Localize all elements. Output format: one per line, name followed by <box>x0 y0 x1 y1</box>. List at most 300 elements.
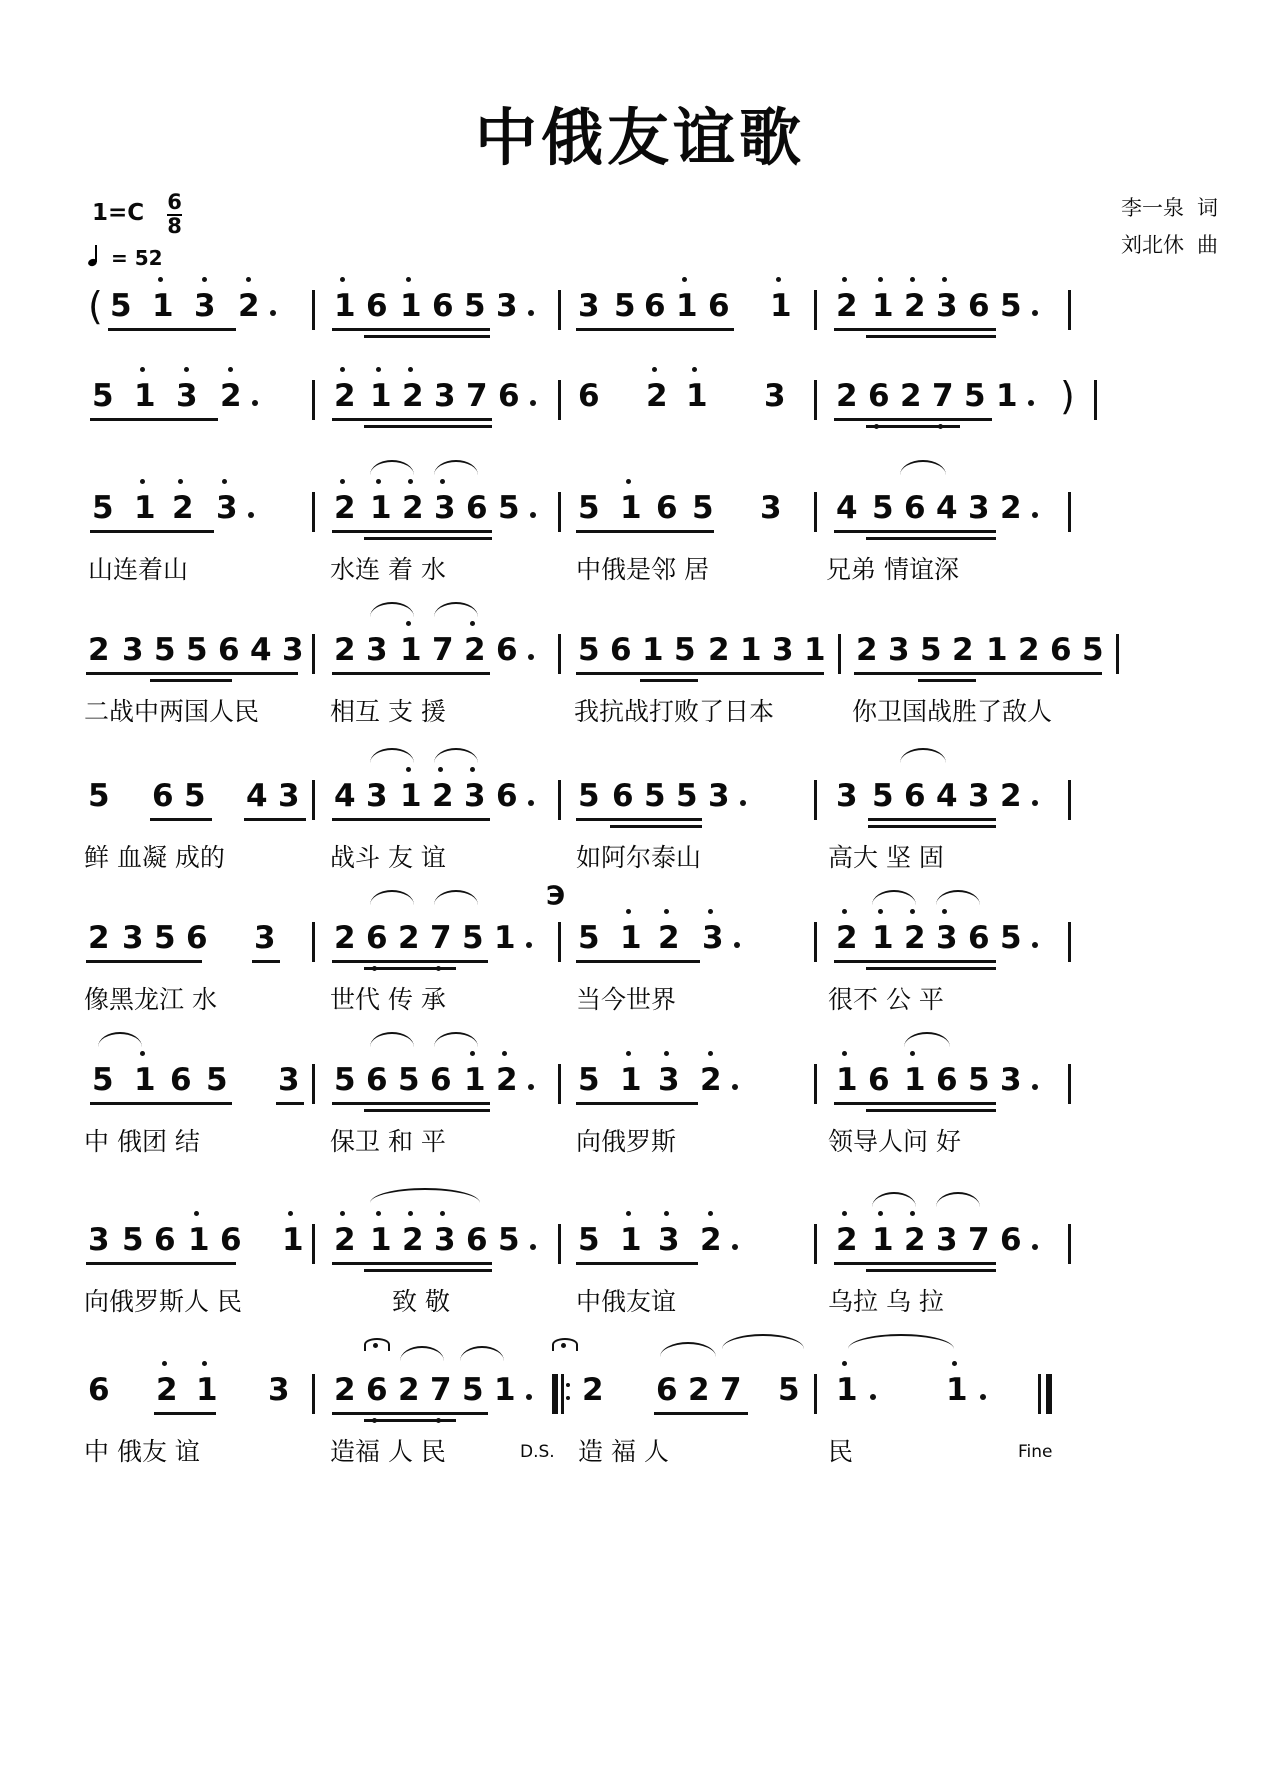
note: 6 <box>936 1062 958 1098</box>
note: 3 <box>366 632 388 668</box>
note: 6 <box>610 632 632 668</box>
octave-dot-up <box>340 479 345 484</box>
lyrics-row <box>0 1282 1280 1322</box>
note: 5 <box>110 288 132 324</box>
beam <box>332 1262 492 1265</box>
note: 1 <box>986 632 1008 668</box>
barline <box>1068 290 1071 330</box>
barline <box>814 1374 817 1414</box>
note: 6 <box>186 920 208 956</box>
duration-dot <box>1032 310 1038 316</box>
note: 3 <box>366 778 388 814</box>
note: 5 <box>872 490 894 526</box>
lyricist-name: 李一泉 <box>1121 196 1184 220</box>
notation-row <box>0 1372 1280 1424</box>
lyrics-row <box>0 980 1280 1020</box>
note: 5 <box>88 778 110 814</box>
octave-dot-up <box>470 621 475 626</box>
note: 1 <box>494 1372 516 1408</box>
note: 1 <box>196 1372 218 1408</box>
note: 1 <box>836 1372 858 1408</box>
lyric-syllable: 向俄罗斯 <box>576 1127 677 1156</box>
octave-dot-up <box>878 909 883 914</box>
lyric-syllable: 鲜 血凝 成的 <box>84 843 225 872</box>
note: 6 <box>578 378 600 414</box>
note: 2 <box>688 1372 710 1408</box>
note: 2 <box>646 378 668 414</box>
octave-dot-up <box>340 367 345 372</box>
octave-dot-up <box>878 1211 883 1216</box>
beam <box>654 1412 748 1415</box>
duration-dot <box>1032 1084 1038 1090</box>
duration-dot <box>732 1084 738 1090</box>
note: 3 <box>278 1062 300 1098</box>
slur <box>434 890 478 905</box>
note: 3 <box>702 920 724 956</box>
note: 2 <box>334 1372 356 1408</box>
octave-dot-up <box>842 1361 847 1366</box>
duration-dot <box>1032 942 1038 948</box>
octave-dot-up <box>408 479 413 484</box>
slur <box>660 1342 716 1357</box>
note: 3 <box>496 288 518 324</box>
note: 1 <box>740 632 762 668</box>
lyric-syllable: 致 敬 <box>392 1287 450 1316</box>
lyric-syllable: 相互 支 援 <box>330 697 446 726</box>
barline <box>814 1064 817 1104</box>
octave-dot-up <box>438 767 443 772</box>
composer-name: 刘北休 <box>1121 232 1184 257</box>
octave-dot-up <box>942 909 947 914</box>
beam <box>866 425 960 428</box>
beam <box>332 530 492 533</box>
beam <box>332 672 490 675</box>
note: 1 <box>370 378 392 414</box>
note: 3 <box>936 1222 958 1258</box>
octave-dot-up <box>246 277 251 282</box>
note: 1 <box>334 288 356 324</box>
note: 6 <box>218 632 240 668</box>
beam <box>332 960 488 963</box>
note: 7 <box>932 378 954 414</box>
note: 2 <box>904 920 926 956</box>
note: 1 <box>464 1062 486 1098</box>
barline <box>814 922 817 962</box>
note: 3 <box>658 1062 680 1098</box>
note: 6 <box>366 1372 388 1408</box>
octave-dot-up <box>842 909 847 914</box>
octave-dot-up <box>140 479 145 484</box>
beam <box>108 328 236 331</box>
octave-dot-up <box>406 277 411 282</box>
note: 1 <box>620 1222 642 1258</box>
note: 3 <box>254 920 276 956</box>
note: 5 <box>964 378 986 414</box>
slur <box>434 460 478 475</box>
slur <box>904 1032 950 1047</box>
beam <box>86 672 298 675</box>
note: 1 <box>134 378 156 414</box>
slur <box>872 1192 916 1207</box>
note: 2 <box>398 920 420 956</box>
octave-dot-up <box>162 1361 167 1366</box>
note: 2 <box>334 1222 356 1258</box>
barline <box>1068 922 1071 962</box>
duration-dot <box>530 512 536 518</box>
meter-denominator: 8 <box>167 213 182 238</box>
note: 6 <box>154 1222 176 1258</box>
staff-line-3 <box>0 490 1280 590</box>
note: 2 <box>904 1222 926 1258</box>
notation-row <box>0 632 1280 684</box>
beam <box>244 818 306 821</box>
note: 2 <box>172 490 194 526</box>
beam <box>866 1269 996 1272</box>
final-barline <box>1038 1374 1054 1414</box>
note: 1 <box>370 1222 392 1258</box>
note: 1 <box>946 1372 968 1408</box>
notation-row <box>0 284 1280 340</box>
fermata-icon <box>364 1334 386 1350</box>
note: 2 <box>464 632 486 668</box>
note: 2 <box>334 490 356 526</box>
octave-dot-up <box>664 909 669 914</box>
barline <box>1068 1064 1071 1104</box>
barline <box>558 634 561 674</box>
note: 2 <box>496 1062 518 1098</box>
duration-dot <box>528 1084 534 1090</box>
slur <box>400 1346 444 1361</box>
beam <box>364 967 456 970</box>
note: 1 <box>620 1062 642 1098</box>
note: 5 <box>778 1372 800 1408</box>
duration-dot <box>248 512 254 518</box>
barline <box>312 290 315 330</box>
duration-dot <box>528 310 534 316</box>
octave-dot-up <box>942 277 947 282</box>
note: 2 <box>88 632 110 668</box>
note: 7 <box>430 920 452 956</box>
note: 4 <box>936 778 958 814</box>
note: 3 <box>216 490 238 526</box>
octave-dot-up <box>842 1051 847 1056</box>
duration-dot <box>740 800 746 806</box>
lyricist-line <box>1121 190 1218 227</box>
note: 2 <box>582 1372 604 1408</box>
composer-role: 曲 <box>1197 232 1218 257</box>
note: 6 <box>220 1222 242 1258</box>
octave-dot-up <box>626 1051 631 1056</box>
note: 6 <box>466 490 488 526</box>
fine-mark: Fine <box>1018 1442 1053 1462</box>
note: 2 <box>1000 490 1022 526</box>
beam <box>252 960 280 963</box>
slur <box>434 748 478 763</box>
note: 5 <box>154 632 176 668</box>
note: 7 <box>720 1372 742 1408</box>
octave-dot-up <box>158 277 163 282</box>
beam <box>332 1412 488 1415</box>
note: 6 <box>1000 1222 1022 1258</box>
beam <box>154 1412 216 1415</box>
barline <box>1068 780 1071 820</box>
barline <box>312 1374 315 1414</box>
note: 2 <box>402 490 424 526</box>
note: 6 <box>170 1062 192 1098</box>
note: 3 <box>434 378 456 414</box>
barline <box>558 780 561 820</box>
note: 4 <box>250 632 272 668</box>
note: 5 <box>154 920 176 956</box>
beam <box>150 679 232 682</box>
note: 1 <box>152 288 174 324</box>
note: 3 <box>708 778 730 814</box>
octave-dot-up <box>140 367 145 372</box>
note: 5 <box>674 632 696 668</box>
note: 3 <box>194 288 216 324</box>
beam <box>866 335 996 338</box>
barline <box>814 780 817 820</box>
octave-dot-up <box>440 1211 445 1216</box>
octave-dot-up <box>910 909 915 914</box>
beam <box>332 418 492 421</box>
beam <box>364 335 490 338</box>
duration-dot <box>870 1394 876 1400</box>
octave-dot-up <box>878 277 883 282</box>
note: 3 <box>760 490 782 526</box>
note: 1 <box>400 632 422 668</box>
duration-dot <box>530 400 536 406</box>
lyric-syllable: 领导人问 好 <box>828 1127 961 1156</box>
note: 6 <box>466 1222 488 1258</box>
note: 5 <box>498 490 520 526</box>
duration-dot <box>528 800 534 806</box>
barline <box>814 380 817 420</box>
beam <box>576 1262 698 1265</box>
barline <box>558 1224 561 1264</box>
beam <box>918 679 976 682</box>
tempo-marking <box>88 246 163 270</box>
octave-dot-up <box>910 277 915 282</box>
composer-line <box>1121 227 1218 264</box>
lyric-syllable: 中俄友谊 <box>576 1287 677 1316</box>
note: 5 <box>578 490 600 526</box>
note: 2 <box>402 378 424 414</box>
slur <box>900 748 946 763</box>
note: 5 <box>920 632 942 668</box>
staff-line-4 <box>0 632 1280 732</box>
note: 4 <box>836 490 858 526</box>
octave-dot-up <box>406 621 411 626</box>
beam <box>150 818 212 821</box>
tempo-value: = 52 <box>110 246 163 270</box>
note: 5 <box>206 1062 228 1098</box>
note: 3 <box>888 632 910 668</box>
notation-row <box>0 1062 1280 1114</box>
staff-line-6 <box>0 878 1280 1020</box>
note: 1 <box>872 288 894 324</box>
slur <box>722 1334 804 1349</box>
note: 5 <box>398 1062 420 1098</box>
note: 3 <box>122 632 144 668</box>
note: 6 <box>366 920 388 956</box>
octave-dot-up <box>682 277 687 282</box>
slur <box>900 460 946 475</box>
beam <box>364 1269 492 1272</box>
note: 2 <box>900 378 922 414</box>
beam <box>90 1102 232 1105</box>
note: 1 <box>188 1222 210 1258</box>
notation-row <box>0 490 1280 542</box>
repeat-barline <box>552 1374 570 1414</box>
beam <box>332 1102 490 1105</box>
note: 2 <box>904 288 926 324</box>
quarter-note-icon <box>88 248 104 268</box>
beam <box>576 328 734 331</box>
note: 5 <box>92 1062 114 1098</box>
note: 7 <box>968 1222 990 1258</box>
barline <box>312 922 315 962</box>
beam <box>834 1102 996 1105</box>
lyrics-row <box>0 838 1280 878</box>
beam <box>576 960 700 963</box>
octave-dot-up <box>776 277 781 282</box>
octave-dot-up <box>652 367 657 372</box>
note: 3 <box>968 778 990 814</box>
note: 1 <box>134 1062 156 1098</box>
note: 7 <box>430 1372 452 1408</box>
note: 1 <box>872 920 894 956</box>
lyric-syllable: 乌拉 乌 拉 <box>828 1287 944 1316</box>
note: 1 <box>642 632 664 668</box>
note: 5 <box>186 632 208 668</box>
open-paren: ( <box>88 284 103 328</box>
note: 2 <box>836 288 858 324</box>
key-signature: 1=C <box>92 200 145 226</box>
note: 2 <box>836 378 858 414</box>
note: 2 <box>1000 778 1022 814</box>
octave-dot-up <box>470 1051 475 1056</box>
note: 1 <box>400 288 422 324</box>
slur <box>370 748 414 763</box>
barline <box>1068 492 1071 532</box>
beam <box>834 1262 996 1265</box>
note: 6 <box>496 778 518 814</box>
lyric-syllable: 中 俄团 结 <box>84 1127 200 1156</box>
slur <box>872 890 916 905</box>
octave-dot-up <box>376 1211 381 1216</box>
beam <box>276 1102 304 1105</box>
barline <box>558 492 561 532</box>
beam <box>868 825 996 828</box>
note: 6 <box>644 288 666 324</box>
octave-dot-up <box>140 1051 145 1056</box>
staff-line-2 <box>0 374 1280 430</box>
beam <box>86 960 202 963</box>
note: 1 <box>400 778 422 814</box>
barline <box>558 380 561 420</box>
lyric-syllable: 像黑龙江 水 <box>84 985 217 1014</box>
meter-numerator: 6 <box>167 190 182 214</box>
slur <box>370 460 414 475</box>
octave-dot-up <box>376 367 381 372</box>
note: 2 <box>334 378 356 414</box>
barline <box>838 634 841 674</box>
beam <box>854 672 1102 675</box>
lyric-syllable: 高大 坚 固 <box>828 843 944 872</box>
note: 5 <box>464 288 486 324</box>
note: 2 <box>1018 632 1040 668</box>
note: 2 <box>88 920 110 956</box>
note: 6 <box>656 1372 678 1408</box>
beam <box>576 530 714 533</box>
note: 6 <box>498 378 520 414</box>
beam <box>86 1262 236 1265</box>
duration-dot <box>1032 512 1038 518</box>
note: 3 <box>122 920 144 956</box>
fermata-icon <box>552 1334 574 1350</box>
note: 5 <box>578 632 600 668</box>
duration-dot <box>252 400 258 406</box>
beam <box>364 1419 456 1422</box>
barline <box>1068 1224 1071 1264</box>
page-title: 中俄友谊歌 <box>474 101 805 174</box>
lyric-syllable: 造福 人 民 <box>330 1437 446 1466</box>
barline <box>814 492 817 532</box>
barline <box>558 1064 561 1104</box>
barline <box>312 780 315 820</box>
lyric-syllable: 保卫 和 平 <box>330 1127 446 1156</box>
note: 5 <box>122 1222 144 1258</box>
note: 2 <box>836 1222 858 1258</box>
note: 2 <box>856 632 878 668</box>
note: 1 <box>770 288 792 324</box>
octave-dot-up <box>376 479 381 484</box>
slur <box>98 1032 142 1047</box>
slur <box>460 1346 504 1361</box>
note: 2 <box>700 1222 722 1258</box>
note: 2 <box>836 920 858 956</box>
time-signature <box>167 192 182 237</box>
note: 5 <box>462 920 484 956</box>
slur <box>370 1188 480 1203</box>
note: 2 <box>402 1222 424 1258</box>
octave-dot-up <box>194 1211 199 1216</box>
lyrics-row <box>0 1122 1280 1162</box>
lyric-syllable: 向俄罗斯人 民 <box>84 1287 242 1316</box>
note: 3 <box>658 1222 680 1258</box>
beam <box>576 1102 698 1105</box>
octave-dot-up <box>406 767 411 772</box>
barline <box>1116 634 1119 674</box>
lyric-syllable: 世代 传 承 <box>330 985 446 1014</box>
octave-dot-up <box>178 479 183 484</box>
octave-dot-up <box>440 479 445 484</box>
barline <box>312 380 315 420</box>
slur <box>434 602 478 617</box>
note: 1 <box>996 378 1018 414</box>
staff-line-8 <box>0 1222 1280 1322</box>
octave-dot-up <box>202 1361 207 1366</box>
octave-dot-up <box>340 1211 345 1216</box>
duration-dot <box>1032 1244 1038 1250</box>
barline <box>312 634 315 674</box>
octave-dot-up <box>228 367 233 372</box>
credits-block <box>1121 190 1218 264</box>
note: 5 <box>92 378 114 414</box>
beam <box>866 1109 996 1112</box>
note: 1 <box>494 920 516 956</box>
